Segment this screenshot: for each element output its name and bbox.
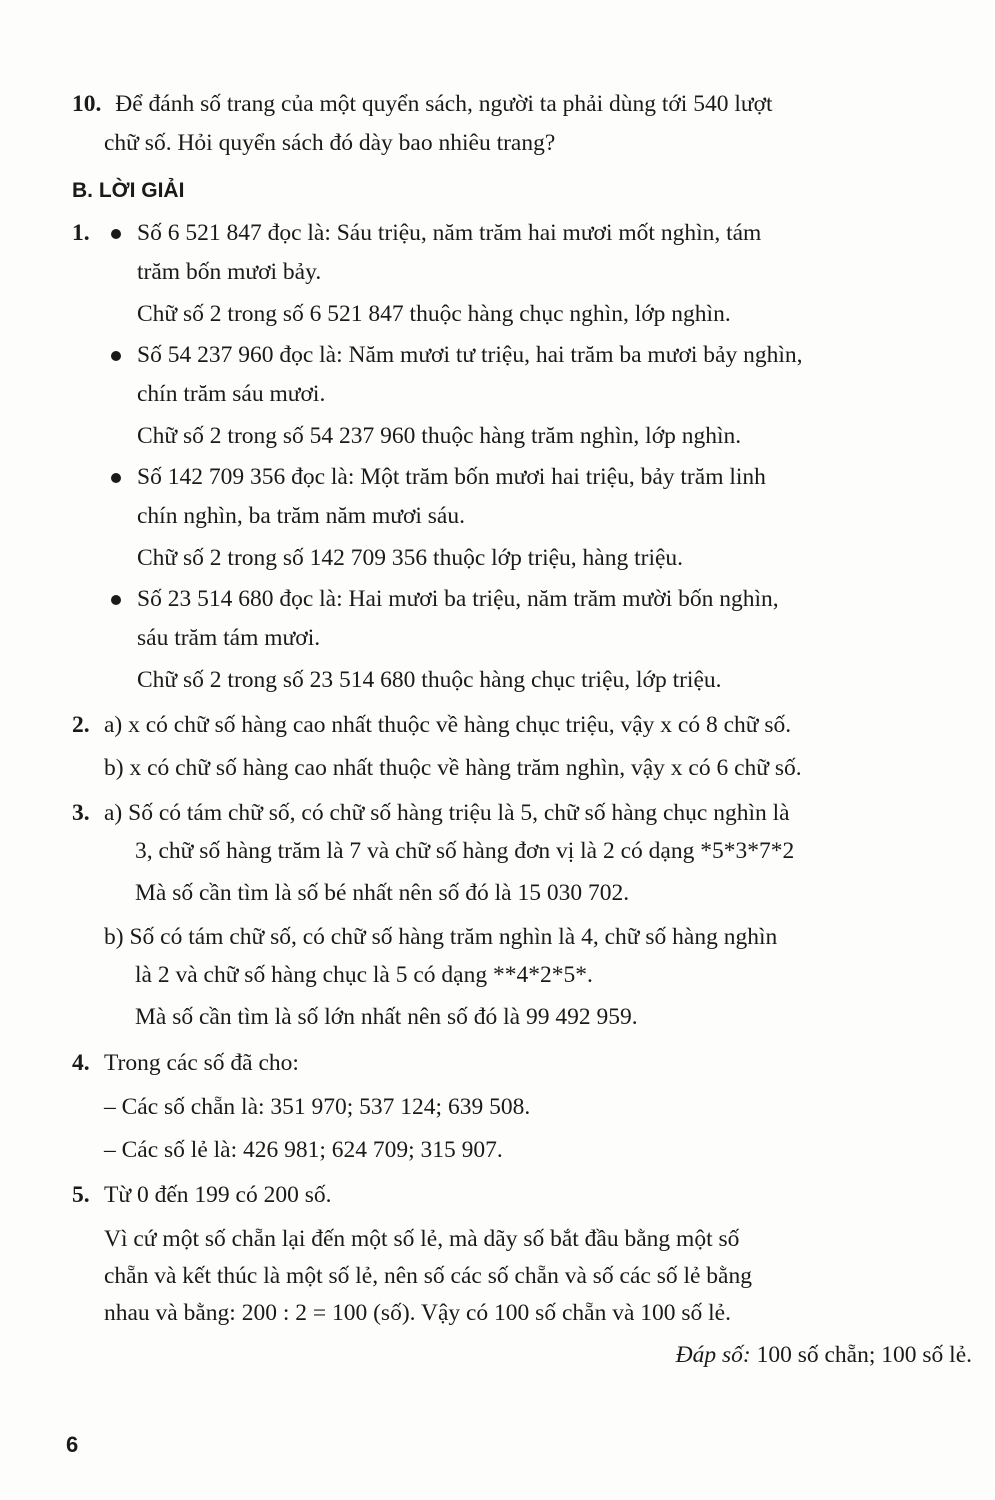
solution-3-part-a-line-3: Mà số cần tìm là số bé nhất nên số đó là 15 030 702. — [135, 880, 630, 906]
bullet-icon — [111, 351, 121, 361]
solution-1-bullet-1-note: Chữ số 2 trong số 6 521 847 thuộc hàng chục nghìn, lớp nghìn. — [137, 301, 731, 327]
bullet-icon — [111, 595, 121, 605]
solution-3-part-b-line-2: là 2 và chữ số hàng chục là 5 có dạng **4*2*5*. — [135, 962, 593, 988]
solution-1-bullet-3-note: Chữ số 2 trong số 142 709 356 thuộc lớp triệu, hàng triệu. — [137, 545, 684, 571]
solution-4-even: – Các số chẵn là: 351 970; 537 124; 639 508. — [104, 1094, 531, 1120]
solution-3-part-a-line-1: a) Số có tám chữ số, có chữ số hàng triệu là 5, chữ số hàng chục nghìn là — [104, 800, 790, 826]
solution-3-part-b-line-1: b) Số có tám chữ số, có chữ số hàng trăm nghìn là 4, chữ số hàng nghìn — [104, 924, 778, 950]
solution-1-bullet-1-line-1: Số 6 521 847 đọc là: Sáu triệu, năm trăm hai mươi mốt nghìn, tám — [137, 220, 762, 246]
solution-5-paragraph-line-2: chẵn và kết thúc là một số lẻ, nên số các số chẵn và số các số lẻ bằng — [104, 1263, 752, 1289]
solution-1-number: 1. — [72, 220, 90, 246]
solution-1-bullet-4-line-2: sáu trăm tám mươi. — [137, 625, 321, 651]
solution-2-number: 2. — [72, 712, 90, 738]
solution-1-bullet-2-line-1: Số 54 237 960 đọc là: Năm mươi tư triệu, hai trăm ba mươi bảy nghìn, — [137, 342, 803, 368]
answer-label: Đáp số: — [675, 1342, 751, 1368]
bullet-icon — [111, 473, 121, 483]
problem-number: 10. — [72, 91, 102, 117]
section-heading: B. LỜI GIẢI — [72, 179, 185, 202]
solution-4-odd: – Các số lẻ là: 426 981; 624 709; 315 907. — [104, 1137, 503, 1163]
solution-2-part-a: a) x có chữ số hàng cao nhất thuộc về hàng chục triệu, vậy x có 8 chữ số. — [104, 712, 792, 738]
answer-value: 100 số chẵn; 100 số lẻ. — [756, 1342, 972, 1368]
solution-3-number: 3. — [72, 800, 90, 826]
solution-5-intro: Từ 0 đến 199 có 200 số. — [104, 1182, 332, 1208]
bullet-icon — [111, 229, 121, 239]
problem-text: Để đánh số trang của một quyển sách, người ta phải dùng tới 540 lượt — [115, 91, 773, 117]
problem-10-line-1 — [72, 93, 970, 117]
solution-5-paragraph-line-3: nhau và bằng: 200 : 2 = 100 (số). Vậy có 100 số chẵn và 100 số lẻ. — [104, 1300, 731, 1326]
solution-3-part-b-line-3: Mà số cần tìm là số lớn nhất nên số đó là 99 492 959. — [135, 1004, 638, 1030]
solution-1-bullet-4-line-1: Số 23 514 680 đọc là: Hai mươi ba triệu, năm trăm mười bốn nghìn, — [137, 586, 779, 612]
solution-1-bullet-3-line-1: Số 142 709 356 đọc là: Một trăm bốn mươi hai triệu, bảy trăm linh — [137, 464, 766, 490]
solution-1-bullet-3-line-2: chín nghìn, ba trăm năm mươi sáu. — [137, 503, 465, 529]
solution-5-answer — [676, 1344, 972, 1368]
solution-4-number: 4. — [72, 1050, 90, 1076]
solution-2-part-b: b) x có chữ số hàng cao nhất thuộc về hàng trăm nghìn, vậy x có 6 chữ số. — [104, 755, 802, 781]
solution-1-bullet-1-line-2: trăm bốn mươi bảy. — [137, 259, 322, 285]
problem-10-line-2: chữ số. Hỏi quyển sách đó dày bao nhiêu trang? — [104, 130, 556, 156]
solution-1-bullet-2-line-2: chín trăm sáu mươi. — [137, 381, 326, 407]
solution-1-bullet-2-note: Chữ số 2 trong số 54 237 960 thuộc hàng trăm nghìn, lớp nghìn. — [137, 423, 742, 449]
solution-5-number: 5. — [72, 1182, 90, 1208]
solution-4-intro: Trong các số đã cho: — [104, 1050, 299, 1076]
solution-5-paragraph-line-1: Vì cứ một số chẵn lại đến một số lẻ, mà dãy số bắt đầu bằng một số — [104, 1226, 740, 1252]
solution-3-part-a-line-2: 3, chữ số hàng trăm là 7 và chữ số hàng đơn vị là 2 có dạng *5*3*7*2 — [135, 838, 795, 864]
solution-1-bullet-4-note: Chữ số 2 trong số 23 514 680 thuộc hàng chục triệu, lớp triệu. — [137, 667, 722, 693]
page-number: 6 — [66, 1432, 79, 1457]
